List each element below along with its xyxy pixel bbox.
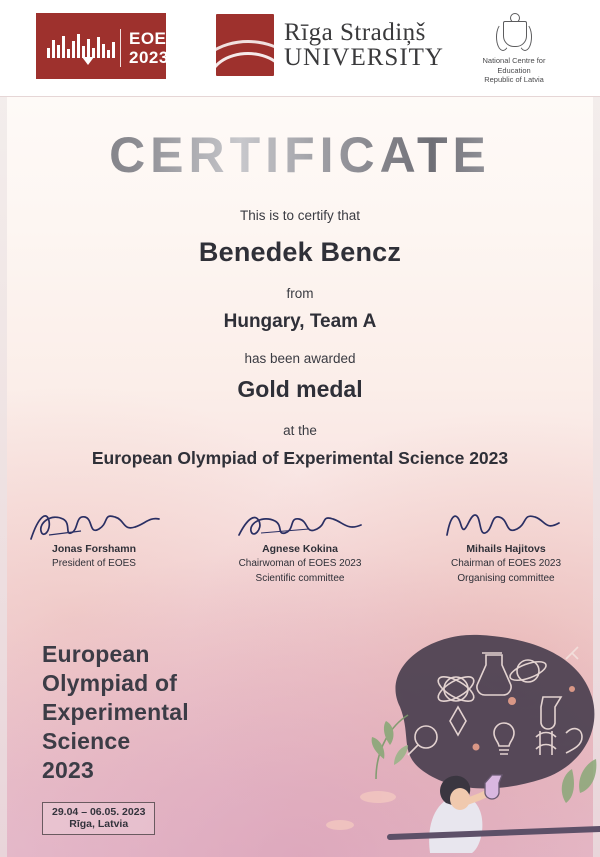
signature-mark-icon (431, 505, 581, 547)
signatory-role: Chairwoman of EOES 2023 (238, 558, 362, 569)
footer-event-title (42, 640, 189, 785)
team-name: Hungary, Team A (223, 311, 377, 332)
event-date-box (42, 802, 155, 835)
ncre-line1: National Centre for (482, 56, 546, 65)
event-date: 29.04 – 06.05. 2023 (52, 806, 146, 818)
signature-block (420, 505, 592, 585)
signature-block (8, 505, 180, 585)
footer-title-line3: Experimental (42, 699, 189, 725)
award-name: Gold medal (237, 376, 363, 402)
signatory-role: Chairman of EOES 2023 (450, 558, 562, 569)
signatory-role: President of EOES (52, 558, 136, 569)
national-centre-logo (466, 13, 562, 85)
rsu-logo-text (284, 20, 444, 71)
signatory-name: Mihails Hajitovs (466, 543, 546, 555)
eoes-logo (36, 13, 179, 79)
certificate-body (0, 208, 600, 469)
ncre-line2: Education (497, 65, 531, 75)
awarded-label: has been awarded (244, 351, 356, 366)
crest-icon (497, 13, 531, 53)
signature-row (0, 505, 600, 585)
eoes-logo-name: EOES (129, 29, 179, 48)
footer-artwork (280, 597, 600, 857)
footer-title-line5: 2023 (42, 757, 94, 783)
ncre-line3: Republic of Latvia (484, 75, 544, 84)
certify-lead-text: This is to certify that (239, 208, 361, 223)
certificate-title: CERTIFICATE (0, 126, 600, 184)
footer-title-line4: Science (42, 728, 131, 754)
signatory-name: Agnese Kokina (262, 543, 338, 555)
from-label: from (286, 286, 314, 301)
rsu-logo-line2: UNIVERSITY (284, 44, 444, 71)
footer-title-line1: European (42, 641, 150, 667)
eoes-logo-text (120, 29, 178, 67)
recipient-name: Benedek Bencz (198, 237, 402, 267)
eoes-barcode-icon (47, 34, 115, 58)
signature-block (214, 505, 386, 585)
rsu-emblem-icon (216, 14, 274, 76)
event-location: Rīga, Latvia (69, 818, 129, 830)
signatory-name: Jonas Forshamn (51, 543, 137, 555)
rsu-logo-line1: Rīga Stradiņš (284, 18, 426, 46)
signatory-role-2: Organising committee (457, 573, 555, 584)
event-name: European Olympiad of Experimental Science 2023 (91, 448, 509, 468)
signatory-role-2: Scientific committee (255, 573, 345, 584)
signature-mark-icon (19, 505, 169, 547)
eoes-logo-year: 2023 (129, 48, 169, 67)
certificate-header (0, 0, 600, 97)
signature-mark-icon (225, 505, 375, 547)
eoes-triangle-icon (82, 57, 94, 65)
at-the-label: at the (283, 423, 317, 438)
footer-title-line2: Olympiad of (42, 670, 178, 696)
rsu-logo (216, 14, 444, 76)
